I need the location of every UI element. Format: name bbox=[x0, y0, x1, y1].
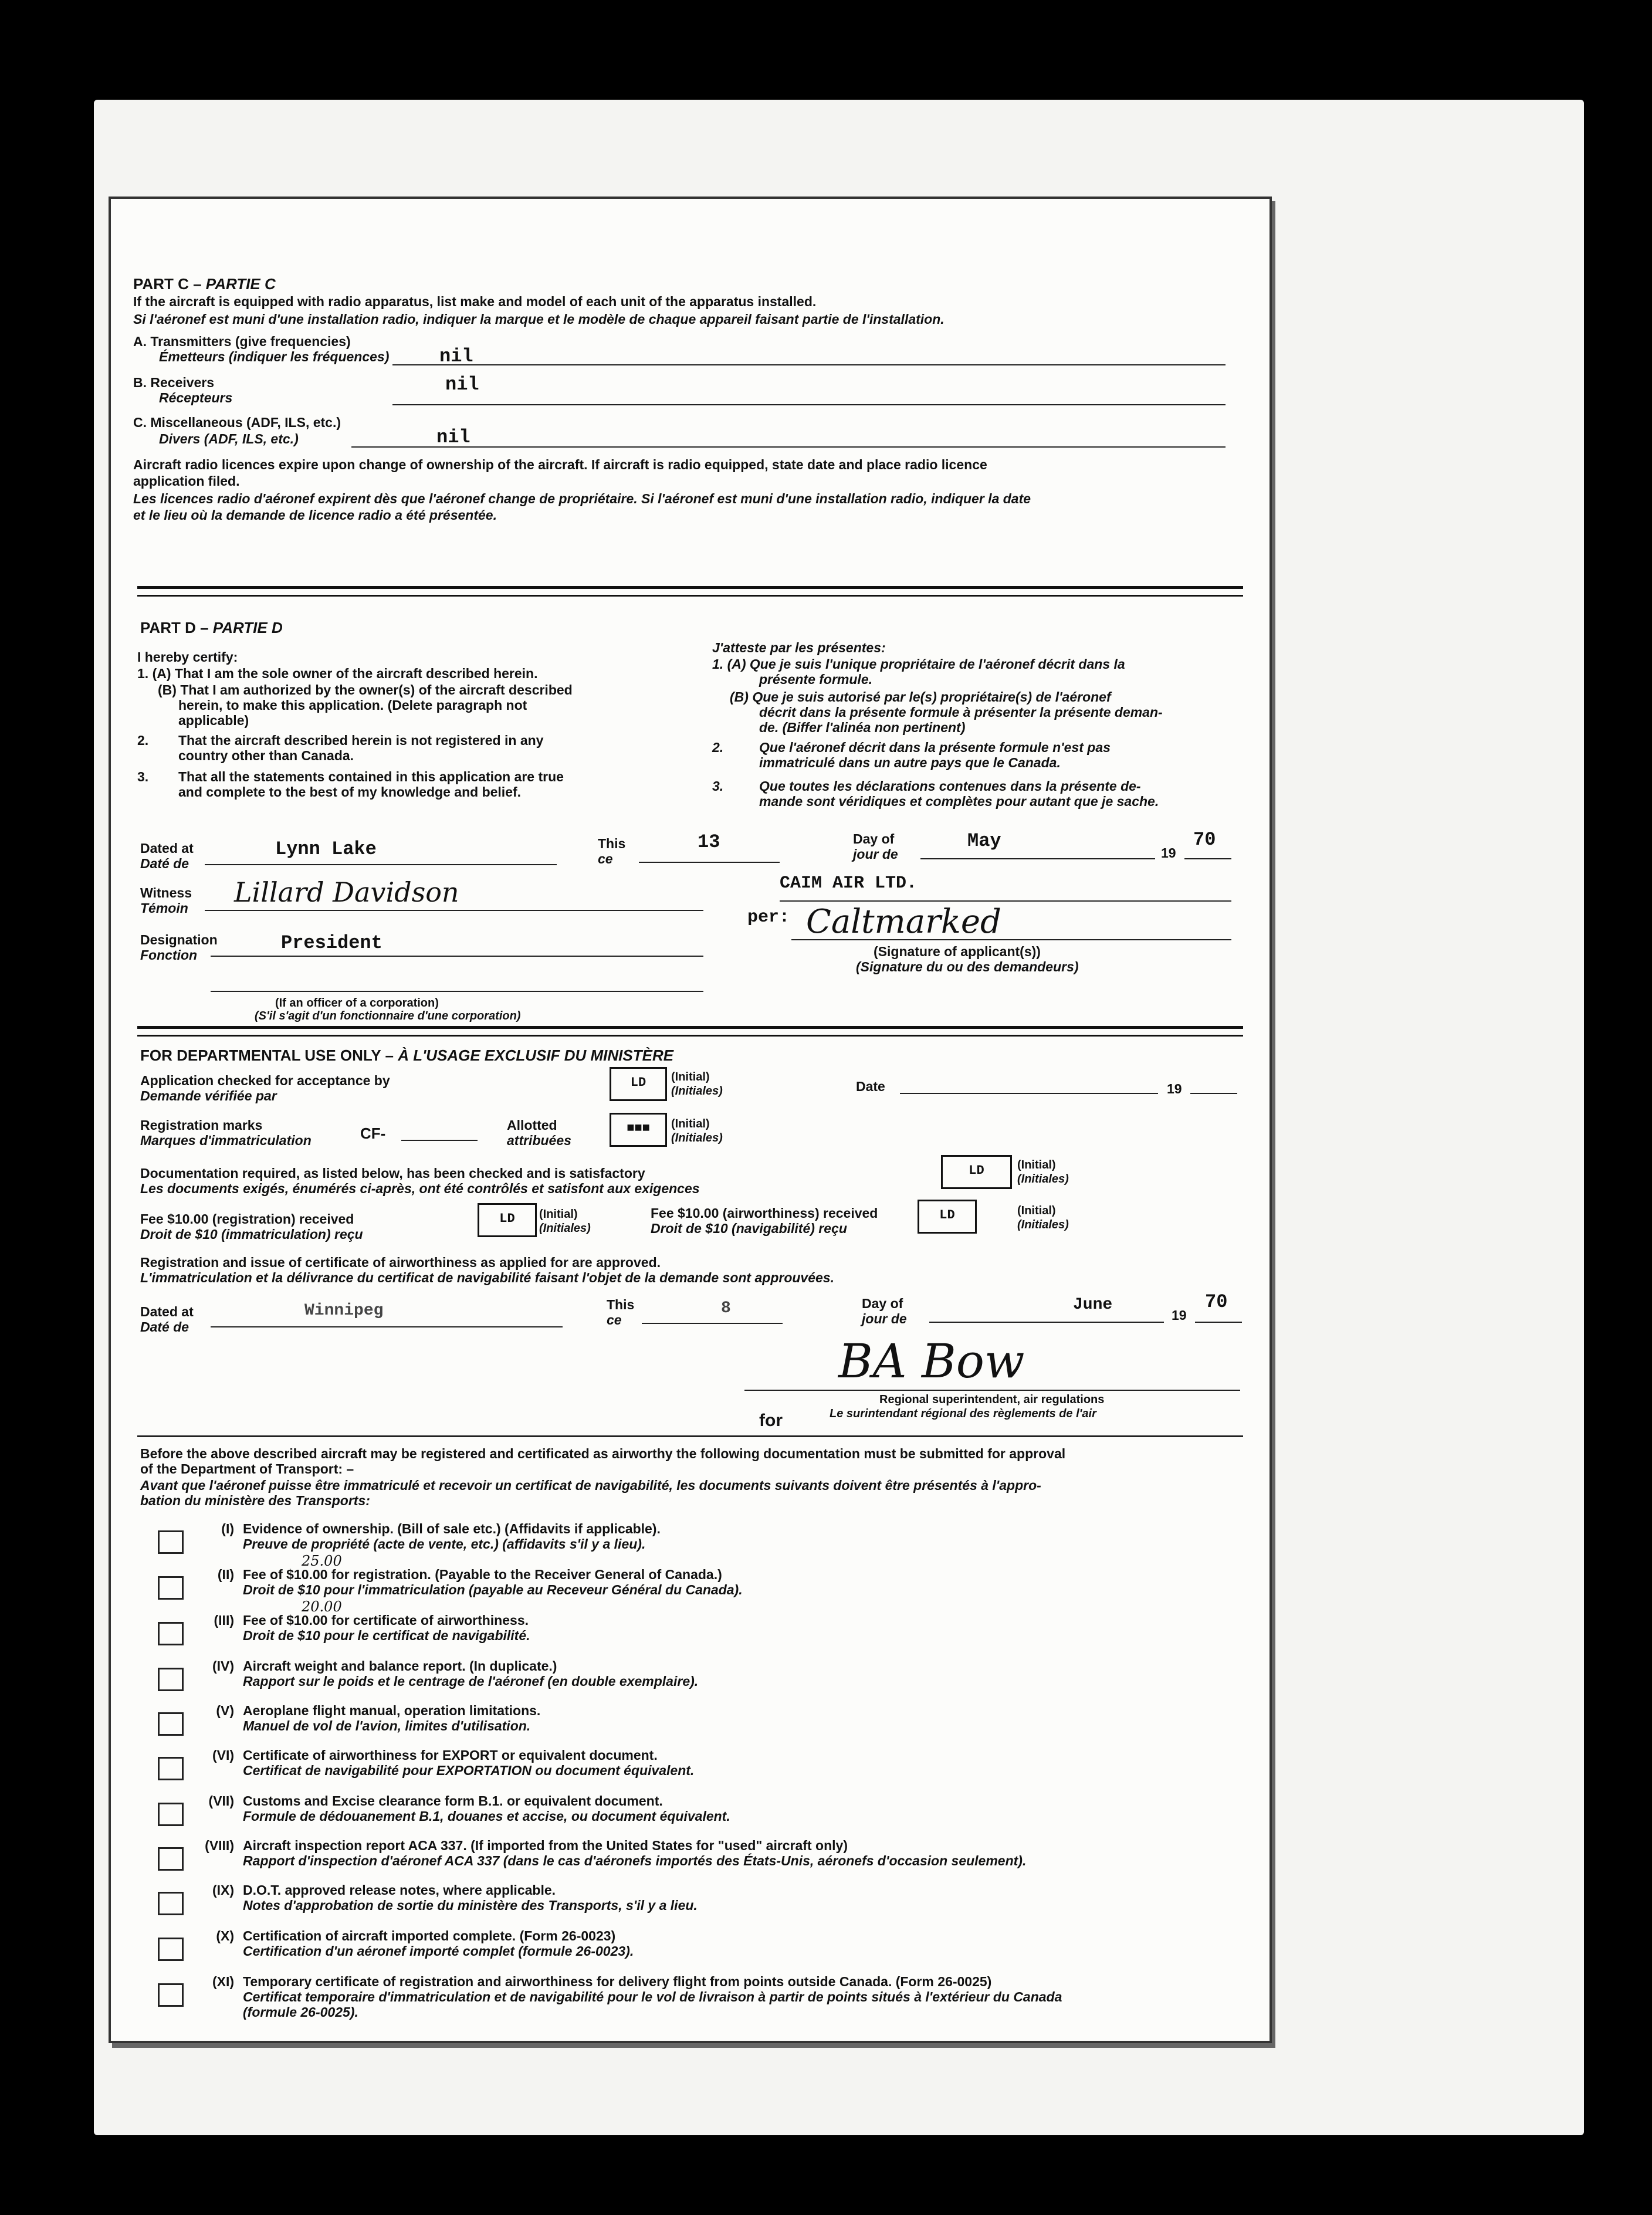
initial-label-3: (Initial) bbox=[1017, 1159, 1056, 1171]
initial-label-4-fr: (Initiales) bbox=[539, 1222, 591, 1235]
initial-label-fr: (Initiales) bbox=[671, 1085, 723, 1098]
atteste-2-num: 2. bbox=[712, 740, 724, 755]
doc-checkbox[interactable] bbox=[158, 1757, 184, 1780]
doc-checkbox[interactable] bbox=[158, 1530, 184, 1554]
doc-item-text-fr: Formule de dédouanement B.1, douanes et accise, ou document équivalent. bbox=[243, 1808, 730, 1824]
date-line bbox=[900, 1093, 1158, 1094]
docs-intro-en-1: Before the above described aircraft may be registered and certificated as airworthy the following documentation must be submitted for approval bbox=[140, 1446, 1066, 1461]
doc-item-number: (III) bbox=[214, 1613, 234, 1628]
date-label: Date bbox=[856, 1079, 885, 1094]
initial-box-fee-reg[interactable] bbox=[478, 1203, 537, 1237]
company-line bbox=[780, 900, 1231, 902]
misc-value: nil bbox=[436, 426, 470, 448]
dept-this-line bbox=[642, 1323, 783, 1324]
radio-note-fr-1: Les licences radio d'aéronef expirent dès que l'aéronef change de propriétaire. Si l'aéronef est muni d'une installation radio, indiquer la date bbox=[133, 491, 1031, 506]
doc-item-text-fr: Rapport d'inspection d'aéronef ACA 337 (dans le cas d'aéronefs importés des États-Unis, aéronefs d'occasion seulement). bbox=[243, 1853, 1027, 1868]
docs-intro-en-2: of the Department of Transport: – bbox=[140, 1461, 354, 1476]
doc-item-text-fr: Preuve de propriété (acte de vente, etc.) (affidavits s'il y a lieu). bbox=[243, 1536, 646, 1552]
witness-label: Witness bbox=[140, 885, 192, 900]
initial-label-2: (Initial) bbox=[671, 1117, 710, 1130]
signature-applicant-label-fr: (Signature du ou des demandeurs) bbox=[856, 959, 1079, 974]
dept-this-label-fr: ce bbox=[607, 1312, 622, 1327]
doc-item-text-fr: Certification d'un aéronef importé complet (formule 26-0023). bbox=[243, 1943, 634, 1959]
radio-note-fr-2: et le lieu où la demande de licence radio a été présentée. bbox=[133, 507, 497, 523]
dept-this-value: 8 bbox=[721, 1299, 731, 1318]
certify-2a: That the aircraft described herein is not registered in any bbox=[178, 733, 544, 748]
designation-line bbox=[211, 956, 703, 957]
docs-intro-fr-1: Avant que l'aéronef puisse être immatriculé et recevoir un certificat de navigabilité, les documents suivants doivent être présentés à l'appro- bbox=[140, 1478, 1041, 1493]
initial-box-doc[interactable] bbox=[941, 1155, 1012, 1189]
doc-item-text-fr: Droit de $10 pour le certificat de navigabilité. bbox=[243, 1628, 530, 1643]
atteste-1a-2: présente formule. bbox=[759, 672, 872, 687]
handwritten-fee: 25.00 bbox=[302, 1553, 342, 1569]
doc-item-text-fr: Rapport sur le poids et le centrage de l'aéronef (en double exemplaire). bbox=[243, 1674, 699, 1689]
doc-checkbox[interactable] bbox=[158, 1712, 184, 1736]
doc-item-number: (IX) bbox=[212, 1882, 234, 1898]
doc-item-text-fr: Droit de $10 pour l'immatriculation (payable au Receveur Général du Canada). bbox=[243, 1582, 743, 1597]
transmitters-label: A. Transmitters (give frequencies) bbox=[133, 334, 351, 349]
doc-item-number: (XI) bbox=[212, 1974, 234, 1989]
initial-box-checked[interactable] bbox=[610, 1067, 667, 1101]
doc-item-text: Fee of $10.00 for certificate of airworthiness. bbox=[243, 1613, 529, 1628]
doc-item-number: (V) bbox=[216, 1703, 234, 1718]
officer-note-fr: (S'il s'agit d'un fonctionnaire d'une corporation) bbox=[255, 1010, 521, 1022]
section-divider-d-dept bbox=[137, 1026, 1243, 1037]
radio-note-en-1: Aircraft radio licences expire upon change of ownership of the aircraft. If aircraft is radio equipped, state date and place radio licence bbox=[133, 457, 987, 472]
dept-year-prefix: 19 bbox=[1172, 1308, 1187, 1323]
superintendent-title: Regional superintendent, air regulations bbox=[879, 1393, 1105, 1406]
certify-3b: and complete to the best of my knowledge and belief. bbox=[178, 784, 522, 800]
doc-item-text: Certification of aircraft imported complete. (Form 26-0023) bbox=[243, 1928, 616, 1943]
doc-item-text: Fee of $10.00 for registration. (Payable to the Receiver General of Canada.) bbox=[243, 1567, 722, 1582]
radio-note-en-2: application filed. bbox=[133, 473, 240, 489]
doc-item-text: Aircraft weight and balance report. (In duplicate.) bbox=[243, 1658, 557, 1674]
certify-1b-2: herein, to make this application. (Delete paragraph not bbox=[178, 697, 527, 713]
atteste-3-num: 3. bbox=[712, 778, 724, 794]
initial-label-5: (Initial) bbox=[1017, 1204, 1056, 1217]
day-of-label: Day of bbox=[853, 831, 895, 846]
this-value: 13 bbox=[698, 831, 720, 853]
doc-item-number: (VIII) bbox=[205, 1838, 234, 1853]
doc-item-text-fr: Manuel de vol de l'avion, limites d'utilisation. bbox=[243, 1718, 531, 1733]
atteste-3a: Que toutes les déclarations contenues dans la présente de- bbox=[759, 778, 1141, 794]
witness-signature: Lillard Davidson bbox=[234, 876, 459, 908]
receivers-label: B. Receivers bbox=[133, 375, 215, 390]
superintendent-signature: BA Bow bbox=[838, 1334, 1025, 1388]
dated-at-line bbox=[205, 864, 557, 865]
doc-checked-label-fr: Les documents exigés, énumérés ci-après, ont été contrôlés et satisfont aux exigences bbox=[140, 1181, 700, 1196]
initial-label-3-fr: (Initiales) bbox=[1017, 1173, 1069, 1186]
atteste-3b: mande sont véridiques et complètes pour autant que je sache. bbox=[759, 794, 1159, 809]
approval-text-fr: L'immatriculation et la délivrance du certificat de navigabilité faisant l'objet de la demande sont approuvées. bbox=[140, 1270, 834, 1285]
dept-dated-line bbox=[211, 1326, 563, 1327]
marks-label: Registration marks bbox=[140, 1117, 263, 1133]
doc-item-text-fr: Notes d'approbation de sortie du ministère des Transports, s'il y a lieu. bbox=[243, 1898, 698, 1913]
approval-text: Registration and issue of certificate of airworthiness as applied for are approved. bbox=[140, 1255, 661, 1270]
marks-line bbox=[401, 1140, 478, 1141]
this-label-fr: ce bbox=[598, 851, 613, 866]
doc-checkbox[interactable] bbox=[158, 1847, 184, 1871]
atteste-2b: immatriculé dans un autre pays que le Canada. bbox=[759, 755, 1061, 770]
dept-day-label-fr: jour de bbox=[862, 1311, 907, 1326]
initial-box-fee-air[interactable] bbox=[918, 1200, 977, 1234]
designation-label-fr: Fonction bbox=[140, 947, 198, 963]
certify-3a: That all the statements contained in this application are true bbox=[178, 769, 564, 784]
designation-label: Designation bbox=[140, 932, 218, 947]
certify-3-num: 3. bbox=[137, 769, 149, 784]
marks-label-fr: Marques d'immatriculation bbox=[140, 1133, 312, 1148]
initial-box-fee-reg-value: LD bbox=[499, 1211, 515, 1226]
part-d-heading: PART D – PARTIE D bbox=[140, 619, 283, 636]
doc-checkbox[interactable] bbox=[158, 1892, 184, 1915]
initial-label-2-fr: (Initiales) bbox=[671, 1132, 723, 1144]
part-c-intro-en: If the aircraft is equipped with radio apparatus, list make and model of each unit of the apparatus installed. bbox=[133, 294, 817, 309]
receivers-line bbox=[392, 404, 1226, 405]
doc-item-text: Certificate of airworthiness for EXPORT or equivalent document. bbox=[243, 1747, 658, 1763]
month-value: May bbox=[967, 830, 1001, 852]
receivers-value: nil bbox=[445, 374, 479, 395]
dated-at-label: Dated at bbox=[140, 841, 194, 856]
doc-checkbox[interactable] bbox=[158, 1803, 184, 1826]
date-year-prefix: 19 bbox=[1167, 1081, 1182, 1096]
initial-label-4: (Initial) bbox=[539, 1208, 578, 1221]
transmitters-label-fr: Émetteurs (indiquer les fréquences) bbox=[159, 349, 390, 364]
receivers-label-fr: Récepteurs bbox=[159, 390, 233, 405]
checked-label: Application checked for acceptance by bbox=[140, 1073, 390, 1088]
atteste-1b-1: (B) Que je suis autorisé par le(s) propriétaire(s) de l'aéronef bbox=[730, 689, 1111, 705]
superintendent-line bbox=[744, 1390, 1240, 1391]
docs-divider bbox=[137, 1435, 1243, 1437]
doc-item-number: (X) bbox=[216, 1928, 234, 1943]
doc-checked-label: Documentation required, as listed below, has been checked and is satisfactory bbox=[140, 1166, 645, 1181]
dept-month-value: June bbox=[1073, 1296, 1113, 1314]
doc-item-number: (VII) bbox=[208, 1793, 234, 1808]
doc-checkbox[interactable] bbox=[158, 1938, 184, 1961]
company-name: CAIM AIR LTD. bbox=[780, 873, 918, 893]
registration-form-page bbox=[109, 197, 1272, 2043]
doc-item-number: (VI) bbox=[212, 1747, 234, 1763]
dept-dated-label: Dated at bbox=[140, 1304, 194, 1319]
initial-box-allotted[interactable] bbox=[610, 1113, 667, 1147]
atteste-1b-2: décrit dans la présente formule à présenter la présente deman- bbox=[759, 705, 1163, 720]
certify-2b: country other than Canada. bbox=[178, 748, 354, 763]
fee-air-label: Fee $10.00 (airworthiness) received bbox=[651, 1205, 878, 1221]
per-label: per: bbox=[747, 907, 790, 927]
cf-prefix: CF- bbox=[360, 1125, 386, 1142]
doc-checkbox[interactable] bbox=[158, 1576, 184, 1600]
doc-item-text: Evidence of ownership. (Bill of sale etc.) (Affidavits if applicable). bbox=[243, 1521, 661, 1536]
doc-item-text-fr-2: (formule 26-0025). bbox=[243, 2004, 358, 2020]
initial-box-checked-value: LD bbox=[630, 1075, 646, 1090]
officer-line bbox=[211, 991, 703, 992]
fee-reg-label-fr: Droit de $10 (immatriculation) reçu bbox=[140, 1227, 363, 1242]
dept-heading: FOR DEPARTMENTAL USE ONLY – À L'USAGE EXCLUSIF DU MINISTÈRE bbox=[140, 1046, 674, 1064]
section-divider-c-d bbox=[137, 586, 1243, 597]
allotted-label: Allotted bbox=[507, 1117, 557, 1133]
year-prefix: 19 bbox=[1161, 845, 1176, 861]
this-label: This bbox=[598, 836, 626, 851]
officer-note: (If an officer of a corporation) bbox=[275, 997, 439, 1010]
day-of-label-fr: jour de bbox=[853, 846, 898, 862]
dated-at-value: Lynn Lake bbox=[275, 838, 377, 860]
doc-item-text: D.O.T. approved release notes, where applicable. bbox=[243, 1882, 556, 1898]
designation-value: President bbox=[281, 932, 382, 954]
atteste-1b-3: de. (Biffer l'alinéa non pertinent) bbox=[759, 720, 966, 735]
certify-1b-3: applicable) bbox=[178, 713, 249, 728]
certify-1b-1: (B) That I am authorized by the owner(s) of the aircraft described bbox=[158, 682, 573, 697]
signature-applicant-label: (Signature of applicant(s)) bbox=[874, 944, 1041, 959]
doc-item-text: Temporary certificate of registration and airworthiness for delivery flight from points outside Canada. (Form 26-0025) bbox=[243, 1974, 992, 1989]
dept-dated-value: Winnipeg bbox=[304, 1302, 384, 1320]
for-label: for bbox=[759, 1411, 783, 1430]
atteste-2a: Que l'aéronef décrit dans la présente formule n'est pas bbox=[759, 740, 1111, 755]
doc-item-text: Aircraft inspection report ACA 337. (If imported from the United States for "used" aircraft only) bbox=[243, 1838, 848, 1853]
doc-checkbox[interactable] bbox=[158, 1983, 184, 2007]
checked-label-fr: Demande vérifiée par bbox=[140, 1088, 277, 1103]
dept-year-line bbox=[1195, 1322, 1242, 1323]
atteste-1a-1: 1. (A) Que je suis l'unique propriétaire de l'aéronef décrit dans la bbox=[712, 656, 1125, 672]
date-year-line bbox=[1190, 1093, 1237, 1094]
witness-label-fr: Témoin bbox=[140, 900, 188, 916]
certify-2-num: 2. bbox=[137, 733, 149, 748]
dept-this-label: This bbox=[607, 1297, 635, 1312]
fee-air-label-fr: Droit de $10 (navigabilité) reçu bbox=[651, 1221, 847, 1236]
certify-1a: 1. (A) That I am the sole owner of the aircraft described herein. bbox=[137, 666, 538, 681]
doc-item-number: (IV) bbox=[212, 1658, 234, 1674]
misc-label: C. Miscellaneous (ADF, ILS, etc.) bbox=[133, 415, 341, 430]
initial-box-fee-air-value: LD bbox=[939, 1208, 955, 1222]
applicant-signature: Caltmarked bbox=[806, 903, 1001, 941]
doc-checkbox[interactable] bbox=[158, 1622, 184, 1645]
year-value: 70 bbox=[1193, 829, 1216, 851]
dept-dated-label-fr: Daté de bbox=[140, 1319, 189, 1335]
fee-reg-label: Fee $10.00 (registration) received bbox=[140, 1211, 354, 1227]
doc-item-text: Customs and Excise clearance form B.1. or equivalent document. bbox=[243, 1793, 663, 1808]
part-c-intro-fr: Si l'aéronef est muni d'une installation radio, indiquer la marque et le modèle de chaque appareil faisant partie de l'installation. bbox=[133, 311, 945, 327]
transmitters-line bbox=[392, 364, 1226, 365]
doc-checkbox[interactable] bbox=[158, 1668, 184, 1691]
handwritten-fee: 20.00 bbox=[302, 1598, 342, 1615]
doc-item-number: (II) bbox=[217, 1567, 234, 1582]
doc-item-text-fr: Certificat de navigabilité pour EXPORTATION ou document équivalent. bbox=[243, 1763, 695, 1778]
doc-item-text-fr: Certificat temporaire d'immatriculation et de navigabilité pour le vol de livraison à partir de points situés à l'extérieur du Canada bbox=[243, 1989, 1062, 2004]
month-line bbox=[920, 858, 1155, 859]
initial-box-allotted-value: ■■■ bbox=[627, 1121, 650, 1136]
superintendent-title-fr: Le surintendant régional des règlements de l'air bbox=[830, 1407, 1096, 1420]
witness-line bbox=[205, 910, 703, 911]
docs-intro-fr-2: bation du ministère des Transports: bbox=[140, 1493, 370, 1508]
misc-label-fr: Divers (ADF, ILS, etc.) bbox=[159, 431, 299, 446]
transmitters-value: nil bbox=[439, 346, 473, 367]
initial-box-doc-value: LD bbox=[969, 1163, 984, 1178]
certify-heading: I hereby certify: bbox=[137, 649, 238, 665]
dept-month-line bbox=[929, 1322, 1164, 1323]
dated-at-label-fr: Daté de bbox=[140, 856, 189, 871]
atteste-heading: J'atteste par les présentes: bbox=[712, 640, 886, 655]
allotted-label-fr: attribuées bbox=[507, 1133, 571, 1148]
dept-day-label: Day of bbox=[862, 1296, 903, 1311]
misc-line bbox=[351, 446, 1226, 448]
initial-label: (Initial) bbox=[671, 1071, 710, 1083]
part-c-heading: PART C – PARTIE C bbox=[133, 275, 276, 293]
doc-item-text: Aeroplane flight manual, operation limitations. bbox=[243, 1703, 541, 1718]
initial-label-5-fr: (Initiales) bbox=[1017, 1218, 1069, 1231]
dept-year-value: 70 bbox=[1205, 1291, 1228, 1313]
year-line bbox=[1184, 858, 1231, 859]
doc-item-number: (I) bbox=[221, 1521, 234, 1536]
this-line bbox=[639, 862, 780, 863]
